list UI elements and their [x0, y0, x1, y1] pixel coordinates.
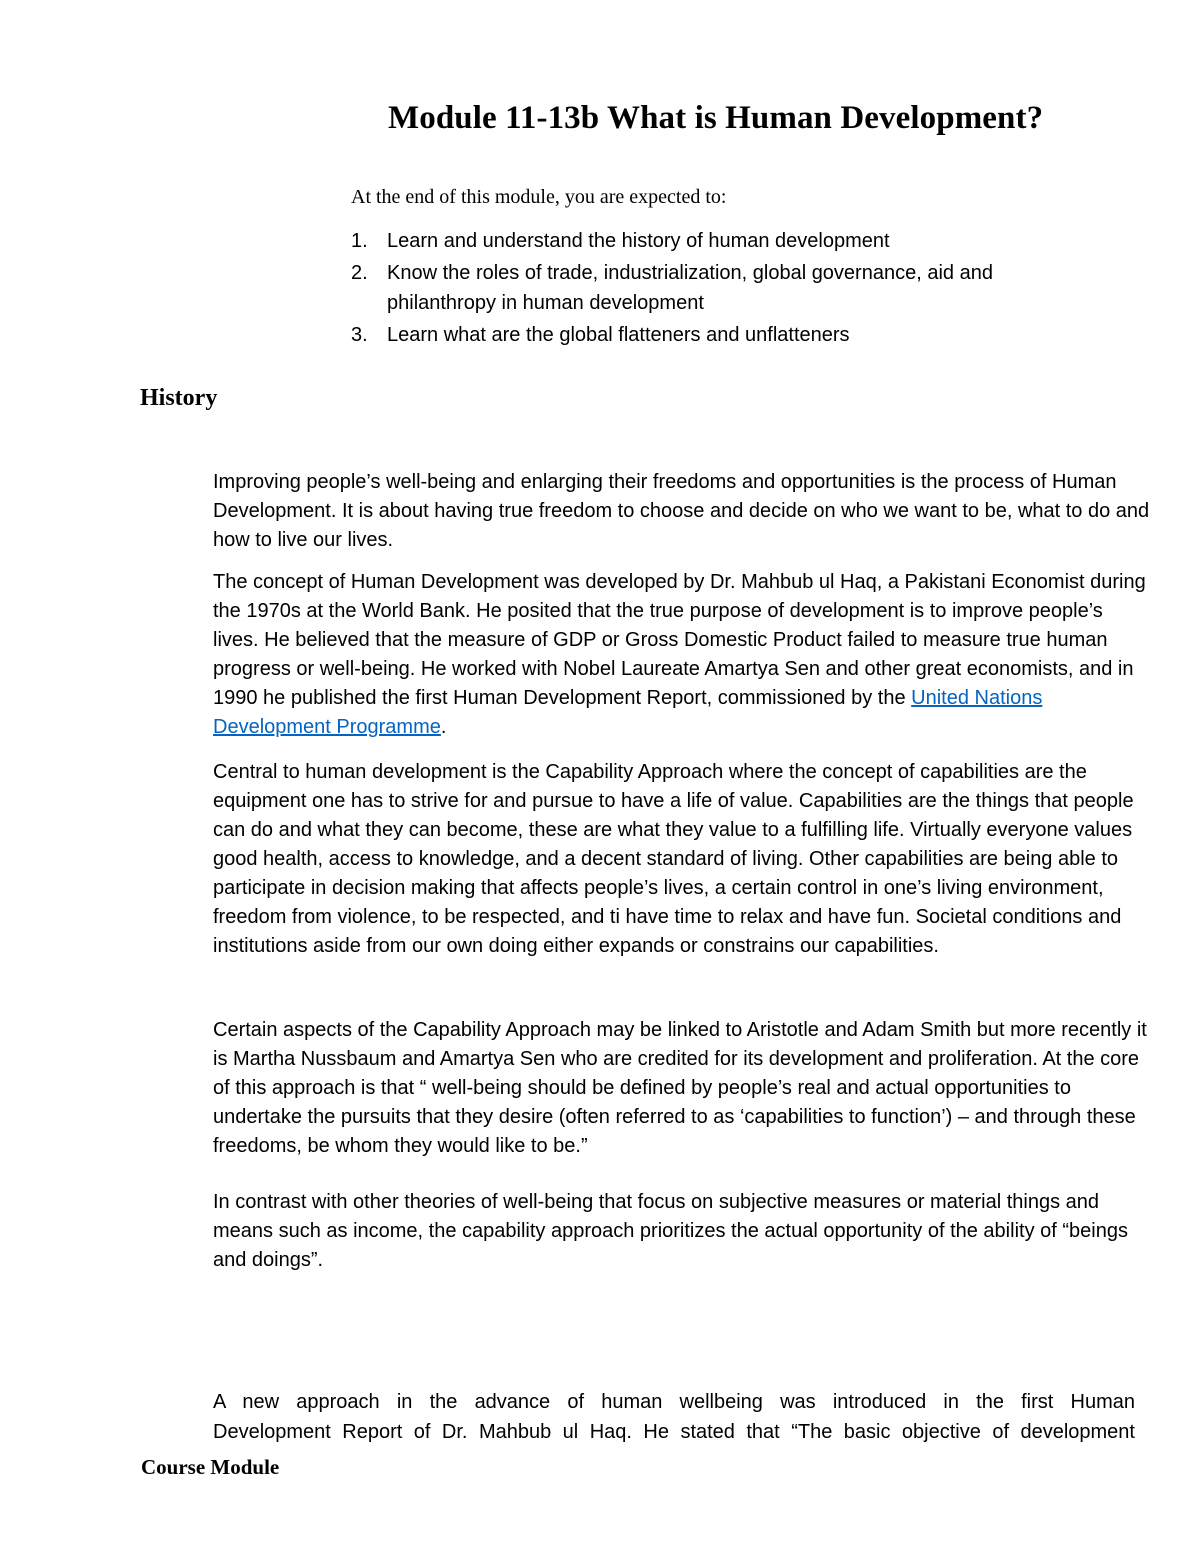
paragraph-new-approach-line-2: Development Report of Dr. Mahbub ul Haq. He stated that “The basic objective of development	[213, 1421, 1135, 1443]
objective-text: Learn and understand the history of human development	[387, 230, 890, 252]
paragraph-new-approach-line-1: A new approach in the advance of human wellbeing was introduced in the first Human	[213, 1391, 1135, 1413]
paragraph-capability-approach: Central to human development is the Capability Approach where the concept of capabilities are the equipment one has to strive for and pursue to have a life of value. Capabilities are the things that people can do and what they can become, these are what they value to a fulfilling life. Virtually everyone values good health, access to knowledge, and a decent standard of living. Other capabilities are being able to participate in decision making that affects people’s lives, a certain control in one’s living environment, freedom from violence, to be respected, and ti have time to relax and have fun. Societal conditions and institutions aside from our own doing either expands or constrains our capabilities.	[213, 761, 1134, 957]
objectives-list	[351, 226, 1091, 352]
paragraph-text: The concept of Human Development was developed by Dr. Mahbub ul Haq, a Pakistani Economist during the 1970s at the World Bank. He posited that the true purpose of development is to improve people’s lives. He believed that the measure of GDP or Gross Domestic Product failed to measure true human progress or well-being. He worked with Nobel Laureate Amartya Sen and other great economists, and in 1990 he published the first Human Development Report, commissioned by the	[213, 571, 1146, 709]
list-item	[351, 226, 1091, 256]
paragraph-text: .	[440, 716, 447, 738]
list-number: 2.	[351, 262, 368, 284]
page-footer: Course Module	[141, 1455, 280, 1479]
objective-text: Know the roles of trade, industrialization, global governance, aid and philanthropy in human development	[387, 262, 993, 314]
undp-link[interactable]: United Nations Development Programme	[213, 687, 1043, 738]
objective-text: Learn what are the global flatteners and unflatteners	[387, 324, 850, 346]
list-number: 1.	[351, 230, 368, 252]
module-intro: At the end of this module, you are expected to:	[351, 186, 727, 208]
list-number: 3.	[351, 324, 368, 346]
list-item	[351, 320, 1091, 350]
section-heading-history: History	[140, 385, 218, 411]
page-title: Module 11-13b What is Human Development?	[388, 100, 1044, 136]
paragraph-human-development-definition: Improving people’s well-being and enlarging their freedoms and opportunities is the process of Human Development. It is about having true freedom to choose and decide on who we want to be, what to do and how to live our lives.	[213, 471, 1150, 551]
paragraph-contrast-theories: In contrast with other theories of well-being that focus on subjective measures or material things and means such as income, the capability approach prioritizes the actual opportunity of the ability of “beings and doings”.	[213, 1191, 1128, 1271]
list-item	[351, 258, 1091, 318]
paragraph-concept-origin	[213, 568, 1153, 742]
paragraph-capability-origins: Certain aspects of the Capability Approach may be linked to Aristotle and Adam Smith but more recently it is Martha Nussbaum and Amartya Sen who are credited for its development and proliferation. At the core of this approach is that “ well-being should be defined by people’s real and actual opportunities to undertake the pursuits that they desire (often referred to as ‘capabilities to function’) – and through these freedoms, be whom they would like to be.”	[213, 1019, 1147, 1157]
